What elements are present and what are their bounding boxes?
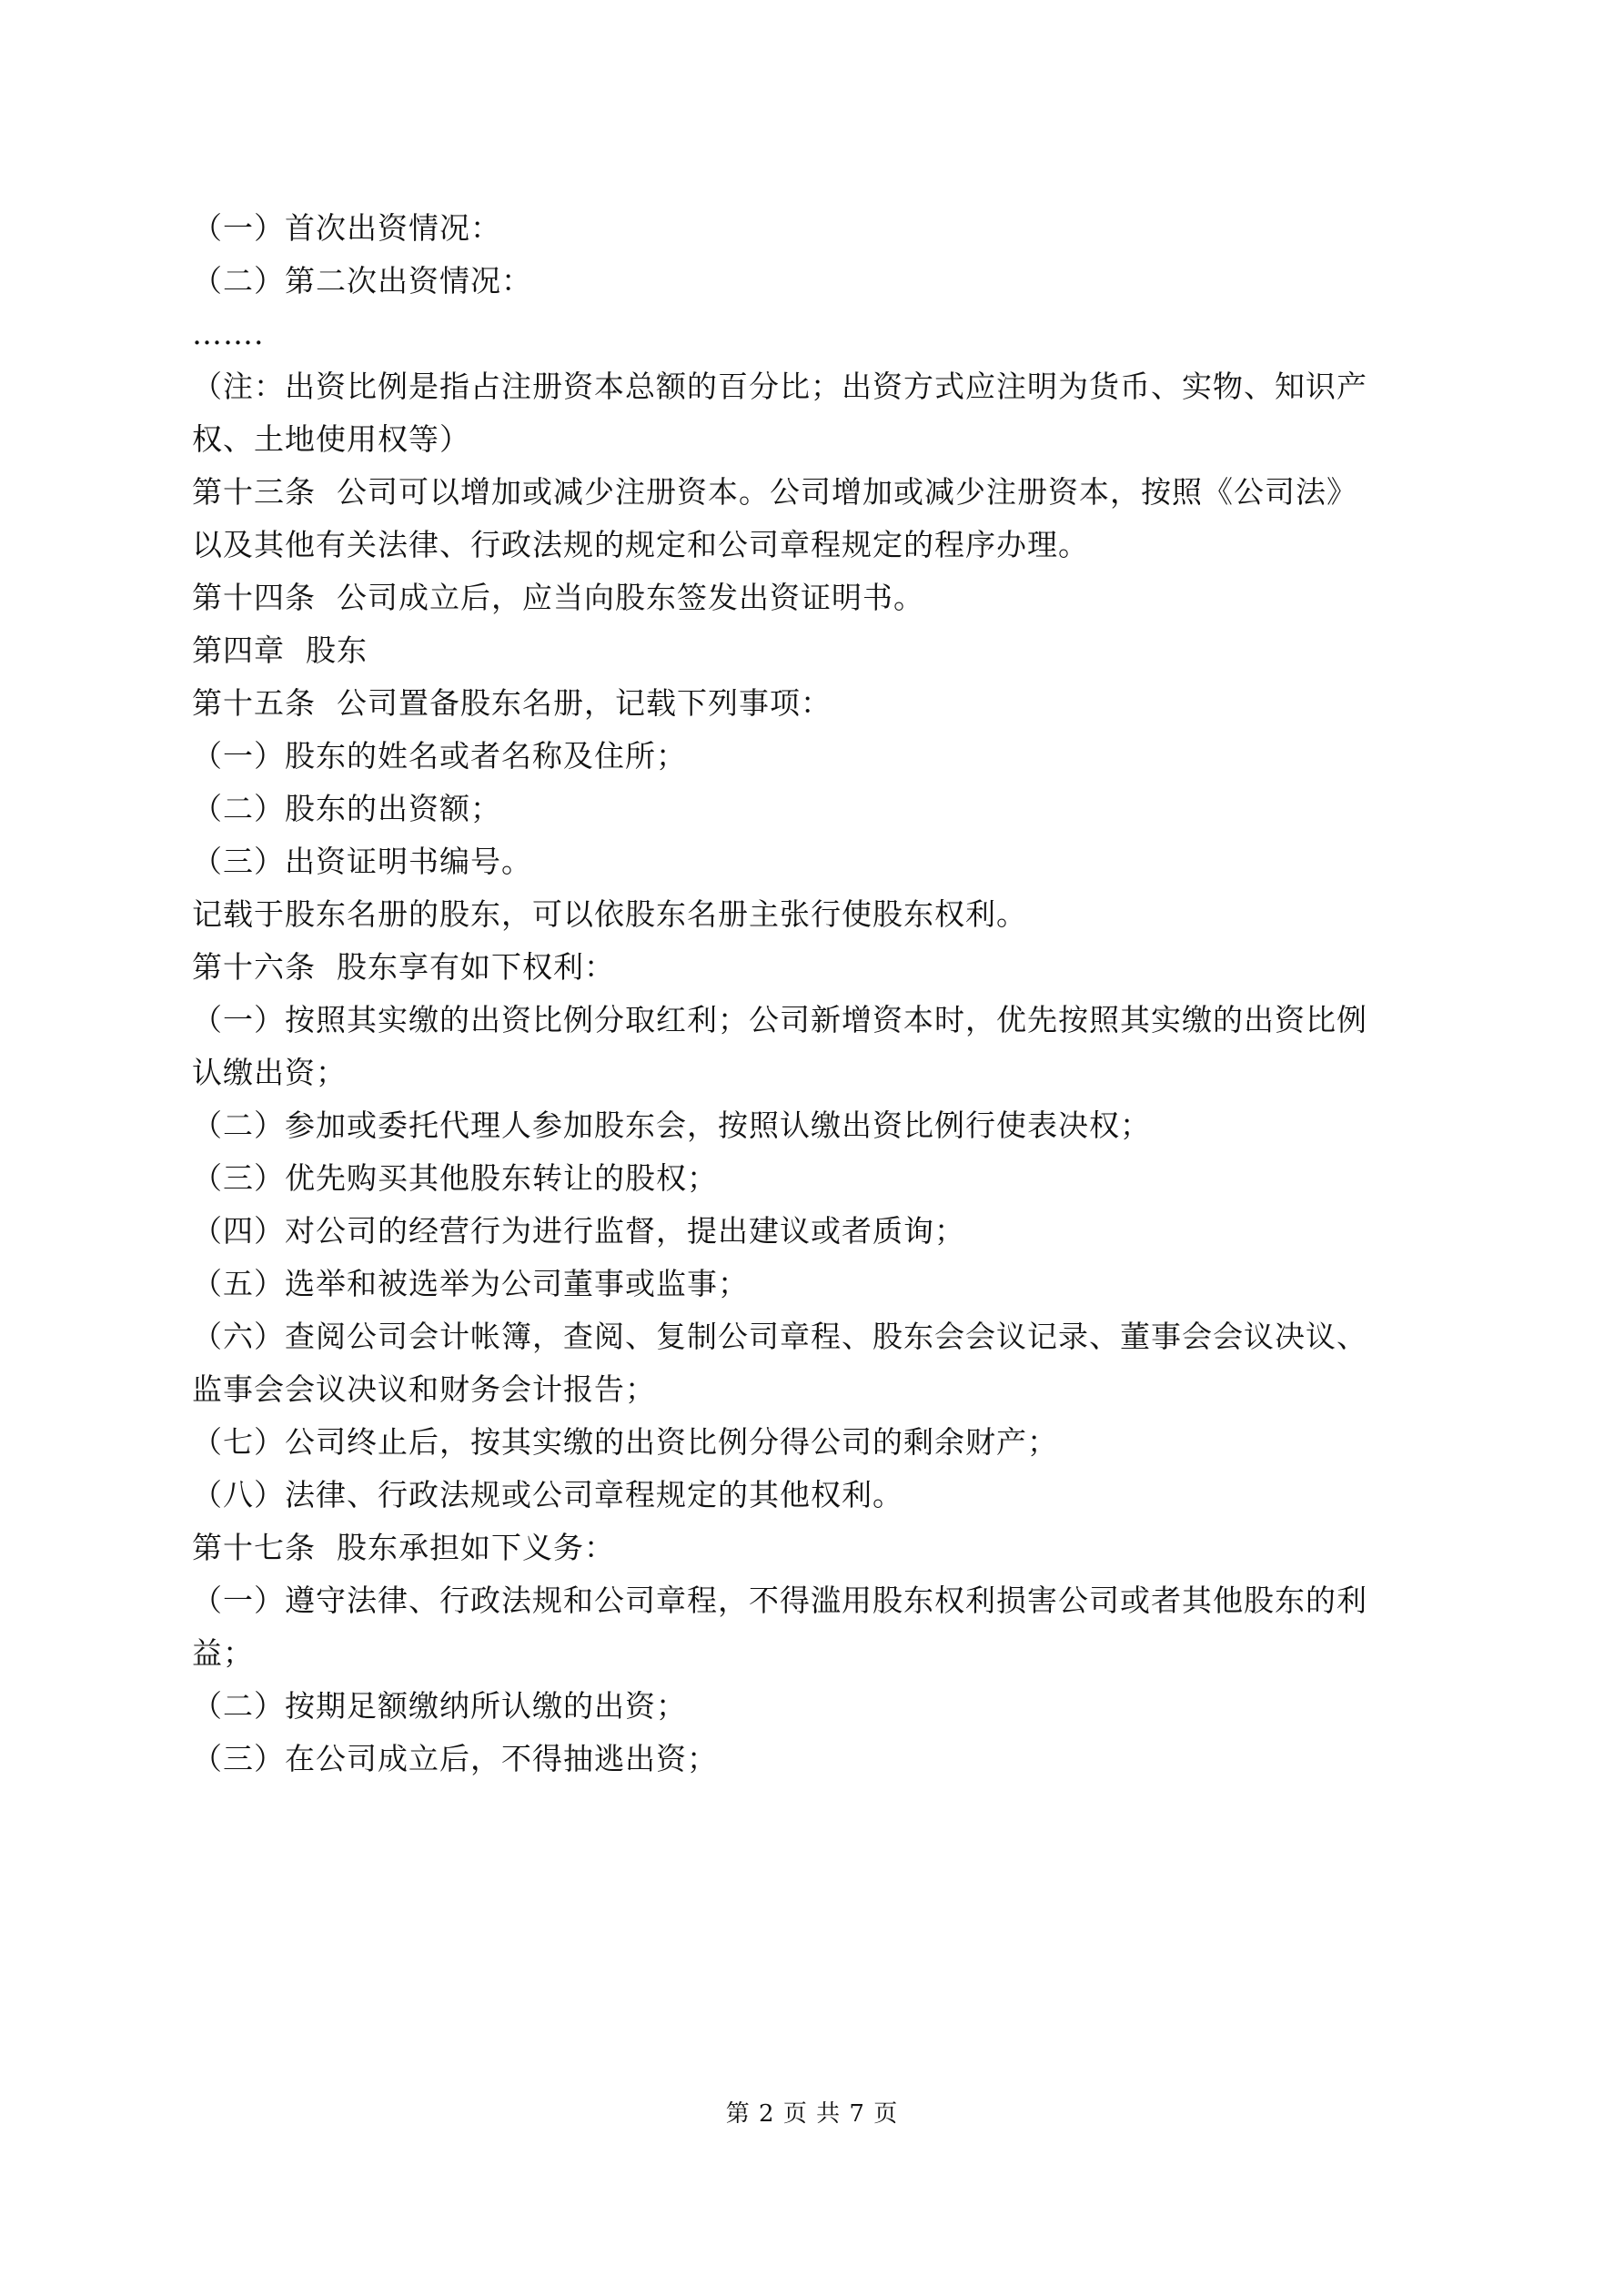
text-line: …….: [192, 316, 265, 351]
text-line: 益；: [192, 1635, 254, 1671]
text-line: （三）出资证明书编号。: [192, 844, 532, 879]
text-line: （五）选举和被选举为公司董事或监事；: [192, 1266, 749, 1301]
text-line: （二）按期足额缴纳所认缴的出资；: [192, 1688, 687, 1724]
text-line: （一）遵守法律、行政法规和公司章程，不得滥用股东权利损害公司或者其他股东的利: [192, 1583, 1367, 1618]
text-line: （六）查阅公司会计帐簿，查阅、复制公司章程、股东会会议记录、董事会会议决议、: [192, 1319, 1367, 1354]
article-17-line: 第十七条 股东承担如下义务：: [192, 1530, 615, 1565]
text-line: （七）公司终止后，按其实缴的出资比例分得公司的剩余财产；: [192, 1424, 1058, 1460]
text-line: （三）在公司成立后，不得抽逃出资；: [192, 1741, 718, 1776]
article-14-line: 第十四条 公司成立后，应当向股东签发出资证明书。: [192, 580, 924, 615]
text-line: （二）股东的出资额；: [192, 791, 501, 826]
text-line: （三）优先购买其他股东转让的股权；: [192, 1160, 718, 1196]
text-line: （二）第二次出资情况：: [192, 263, 532, 298]
chapter-heading: 第四章 股东: [192, 632, 368, 668]
text-line: 认缴出资；: [192, 1055, 347, 1090]
text-line: 记载于股东名册的股东，可以依股东名册主张行使股东权利。: [192, 896, 1027, 932]
text-line: （二）参加或委托代理人参加股东会，按照认缴出资比例行使表决权；: [192, 1108, 1151, 1143]
text-line: 以及其他有关法律、行政法规的规定和公司章程规定的程序办理。: [192, 527, 1089, 562]
text-line: （四）对公司的经营行为进行监督，提出建议或者质询；: [192, 1213, 965, 1249]
text-line: 权、土地使用权等）: [192, 421, 470, 457]
article-15-line: 第十五条 公司置备股东名册，记载下列事项：: [192, 685, 832, 721]
article-16-line: 第十六条 股东享有如下权利：: [192, 949, 615, 985]
text-line: （一）按照其实缴的出资比例分取红利；公司新增资本时，优先按照其实缴的出资比例: [192, 1002, 1367, 1037]
text-line: （一）首次出资情况：: [192, 210, 501, 246]
text-line: （八）法律、行政法规或公司章程规定的其他权利。: [192, 1477, 903, 1512]
text-line: （注：出资比例是指占注册资本总额的百分比；出资方式应注明为货币、实物、知识产: [192, 369, 1367, 404]
text-line: 监事会会议决议和财务会计报告；: [192, 1371, 656, 1407]
text-line: （一）股东的姓名或者名称及住所；: [192, 738, 687, 774]
page-number-footer: 第 2 页 共 7 页: [725, 2100, 899, 2128]
article-13-line: 第十三条 公司可以增加或减少注册资本。公司增加或减少注册资本，按照《公司法》: [192, 474, 1357, 510]
document-body: [192, 202, 1457, 1785]
